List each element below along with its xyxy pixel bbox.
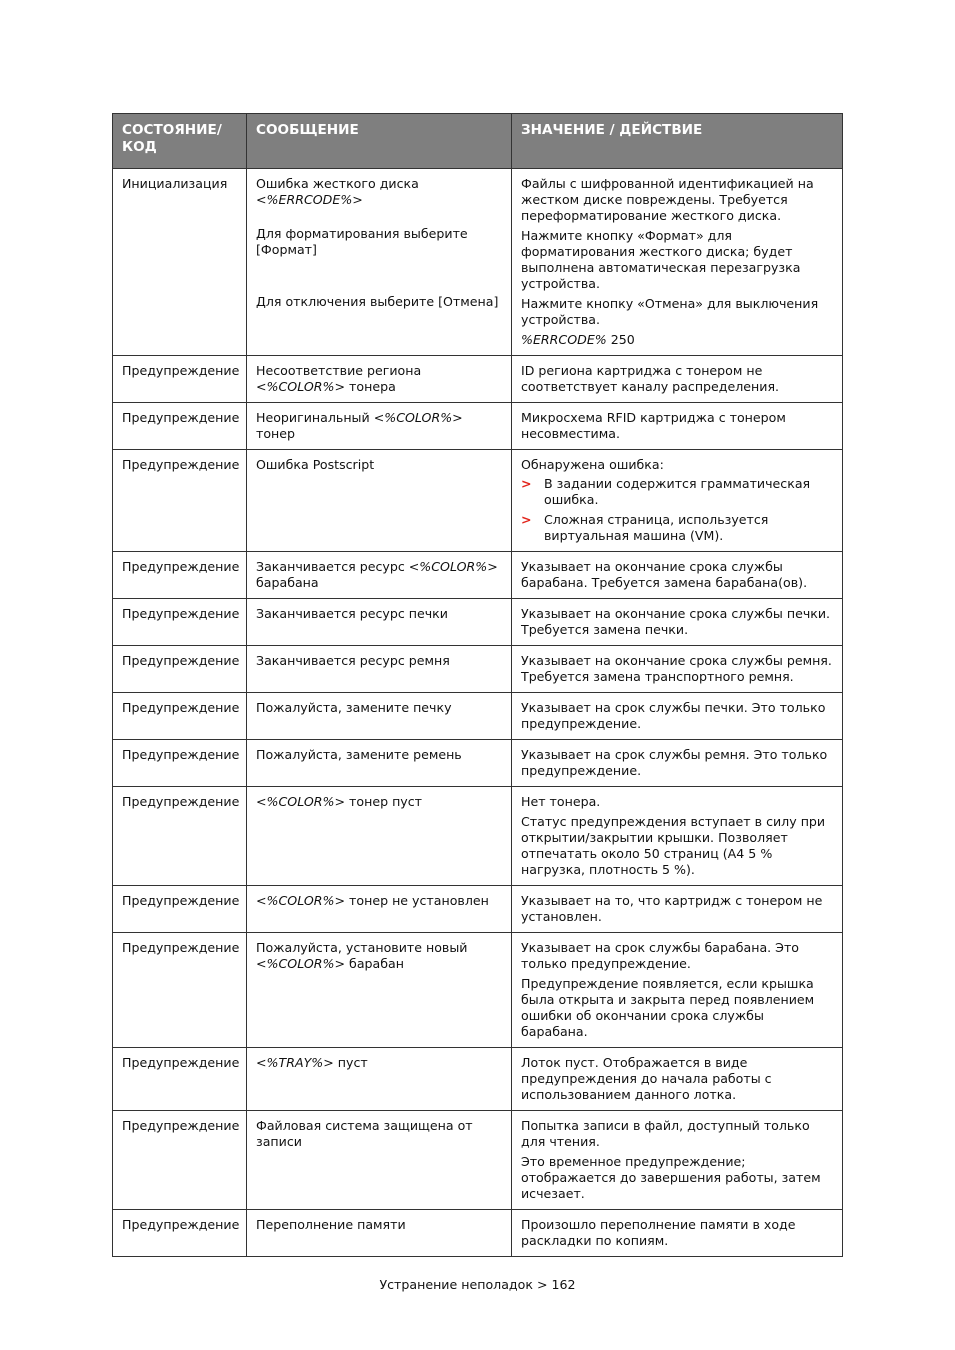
table-row	[113, 599, 843, 646]
message-cell: Пожалуйста, замените ремень	[247, 740, 512, 787]
status-cell: Предупреждение	[113, 886, 247, 933]
list-item: > В задании содержится грамматическая ошибка.	[521, 476, 811, 507]
action-cell: Попытка записи в файл, доступный только для чтения. Это временное предупреждение; отображается до завершения работы, затем исчезает.	[512, 1111, 843, 1210]
action-cell: Указывает на окончание срока службы ремня. Требуется замена транспортного ремня.	[512, 646, 843, 693]
chevron-right-icon: >	[521, 512, 532, 527]
page-footer: Устранение неполадок > 162	[379, 1277, 576, 1292]
header-status: СОСТОЯНИЕ/ КОД	[113, 114, 247, 169]
status-cell: Предупреждение	[113, 1048, 247, 1111]
table-row	[113, 1048, 843, 1111]
status-cell: Предупреждение	[113, 552, 247, 599]
message-cell: Ошибка жесткого диска <%ERRCODE%> Для форматирования выберите [Формат] Для отключения выберите [Отмена]	[247, 169, 512, 356]
table-row	[113, 886, 843, 933]
action-cell: Указывает на срок службы ремня. Это только предупреждение.	[512, 740, 843, 787]
action-cell: Файлы с шифрованной идентификацией на жестком диске повреждены. Требуется переформатирование жесткого диска. Нажмите кнопку «Формат» для форматирования жесткого диска; будет выполнена автоматическая перезагрузка устройства. Нажмите кнопку «Отмена» для выключения устройства. %ERRCODE% 250	[512, 169, 843, 356]
action-cell: Нет тонера. Статус предупреждения вступает в силу при открытии/закрытии крышки. Позволяет отпечатать около 50 страниц (A4 5 % нагрузка, плотность 5 %).	[512, 787, 843, 886]
action-cell: Обнаружена ошибка: > В задании содержится грамматическая ошибка. > Сложная страница, используется виртуальная машина (VM).	[512, 450, 843, 552]
table-row	[113, 646, 843, 693]
action-cell: Указывает на окончание срока службы барабана. Требуется замена барабана(ов).	[512, 552, 843, 599]
list-item: > Сложная страница, используется виртуальная машина (VM).	[521, 512, 769, 543]
status-cell: Предупреждение	[113, 646, 247, 693]
table-row	[113, 1111, 843, 1210]
header-action: ЗНАЧЕНИЕ / ДЕЙСТВИЕ	[512, 114, 843, 169]
status-cell: Предупреждение	[113, 599, 247, 646]
message-cell: Переполнение памяти	[247, 1210, 512, 1257]
table-row	[113, 787, 843, 886]
table-row	[113, 403, 843, 450]
status-cell: Предупреждение	[113, 450, 247, 552]
chevron-right-icon: >	[521, 476, 532, 491]
message-cell: <%COLOR%> тонер пуст	[247, 787, 512, 886]
status-cell: Предупреждение	[113, 356, 247, 403]
message-cell: Пожалуйста, установите новый <%COLOR%> барабан	[247, 933, 512, 1048]
table-row	[113, 552, 843, 599]
message-cell: Заканчивается ресурс <%COLOR%> барабана	[247, 552, 512, 599]
status-cell: Предупреждение	[113, 1111, 247, 1210]
action-cell: ID региона картриджа с тонером не соответствует каналу распределения.	[512, 356, 843, 403]
message-cell: <%TRAY%> пуст	[247, 1048, 512, 1111]
action-cell: Указывает на срок службы барабана. Это только предупреждение. Предупреждение появляется, если крышка была открыта и закрыта перед появлением ошибки об окончании срока службы барабана.	[512, 933, 843, 1048]
action-cell: Произошло переполнение памяти в ходе раскладки по копиям.	[512, 1210, 843, 1257]
table-row	[113, 740, 843, 787]
action-cell: Лоток пуст. Отображается в виде предупреждения до начала работы с использованием данного лотка.	[512, 1048, 843, 1111]
status-cell: Предупреждение	[113, 1210, 247, 1257]
status-cell: Инициализация	[113, 169, 247, 356]
action-cell: Указывает на то, что картридж с тонером не установлен.	[512, 886, 843, 933]
troubleshooting-table	[112, 113, 843, 1257]
action-cell: Указывает на окончание срока службы печки. Требуется замена печки.	[512, 599, 843, 646]
message-cell: Файловая система защищена от записи	[247, 1111, 512, 1210]
status-cell: Предупреждение	[113, 403, 247, 450]
message-cell: Пожалуйста, замените печку	[247, 693, 512, 740]
table-row	[113, 693, 843, 740]
table-row	[113, 169, 843, 356]
message-cell: Заканчивается ресурс ремня	[247, 646, 512, 693]
status-cell: Предупреждение	[113, 787, 247, 886]
action-cell: Микросхема RFID картриджа с тонером несовместима.	[512, 403, 843, 450]
table-row	[113, 450, 843, 552]
table-header-row	[113, 114, 843, 169]
table-row	[113, 1210, 843, 1257]
status-cell: Предупреждение	[113, 933, 247, 1048]
table-row	[113, 933, 843, 1048]
message-cell: Неоригинальный <%COLOR%> тонер	[247, 403, 512, 450]
message-cell: Заканчивается ресурс печки	[247, 599, 512, 646]
status-cell: Предупреждение	[113, 740, 247, 787]
message-cell: Несоответствие региона <%COLOR%> тонера	[247, 356, 512, 403]
header-message: СООБЩЕНИЕ	[247, 114, 512, 169]
action-cell: Указывает на срок службы печки. Это только предупреждение.	[512, 693, 843, 740]
status-cell: Предупреждение	[113, 693, 247, 740]
message-cell: Ошибка Postscript	[247, 450, 512, 552]
message-cell: <%COLOR%> тонер не установлен	[247, 886, 512, 933]
table-row	[113, 356, 843, 403]
bullet-list	[521, 476, 833, 544]
